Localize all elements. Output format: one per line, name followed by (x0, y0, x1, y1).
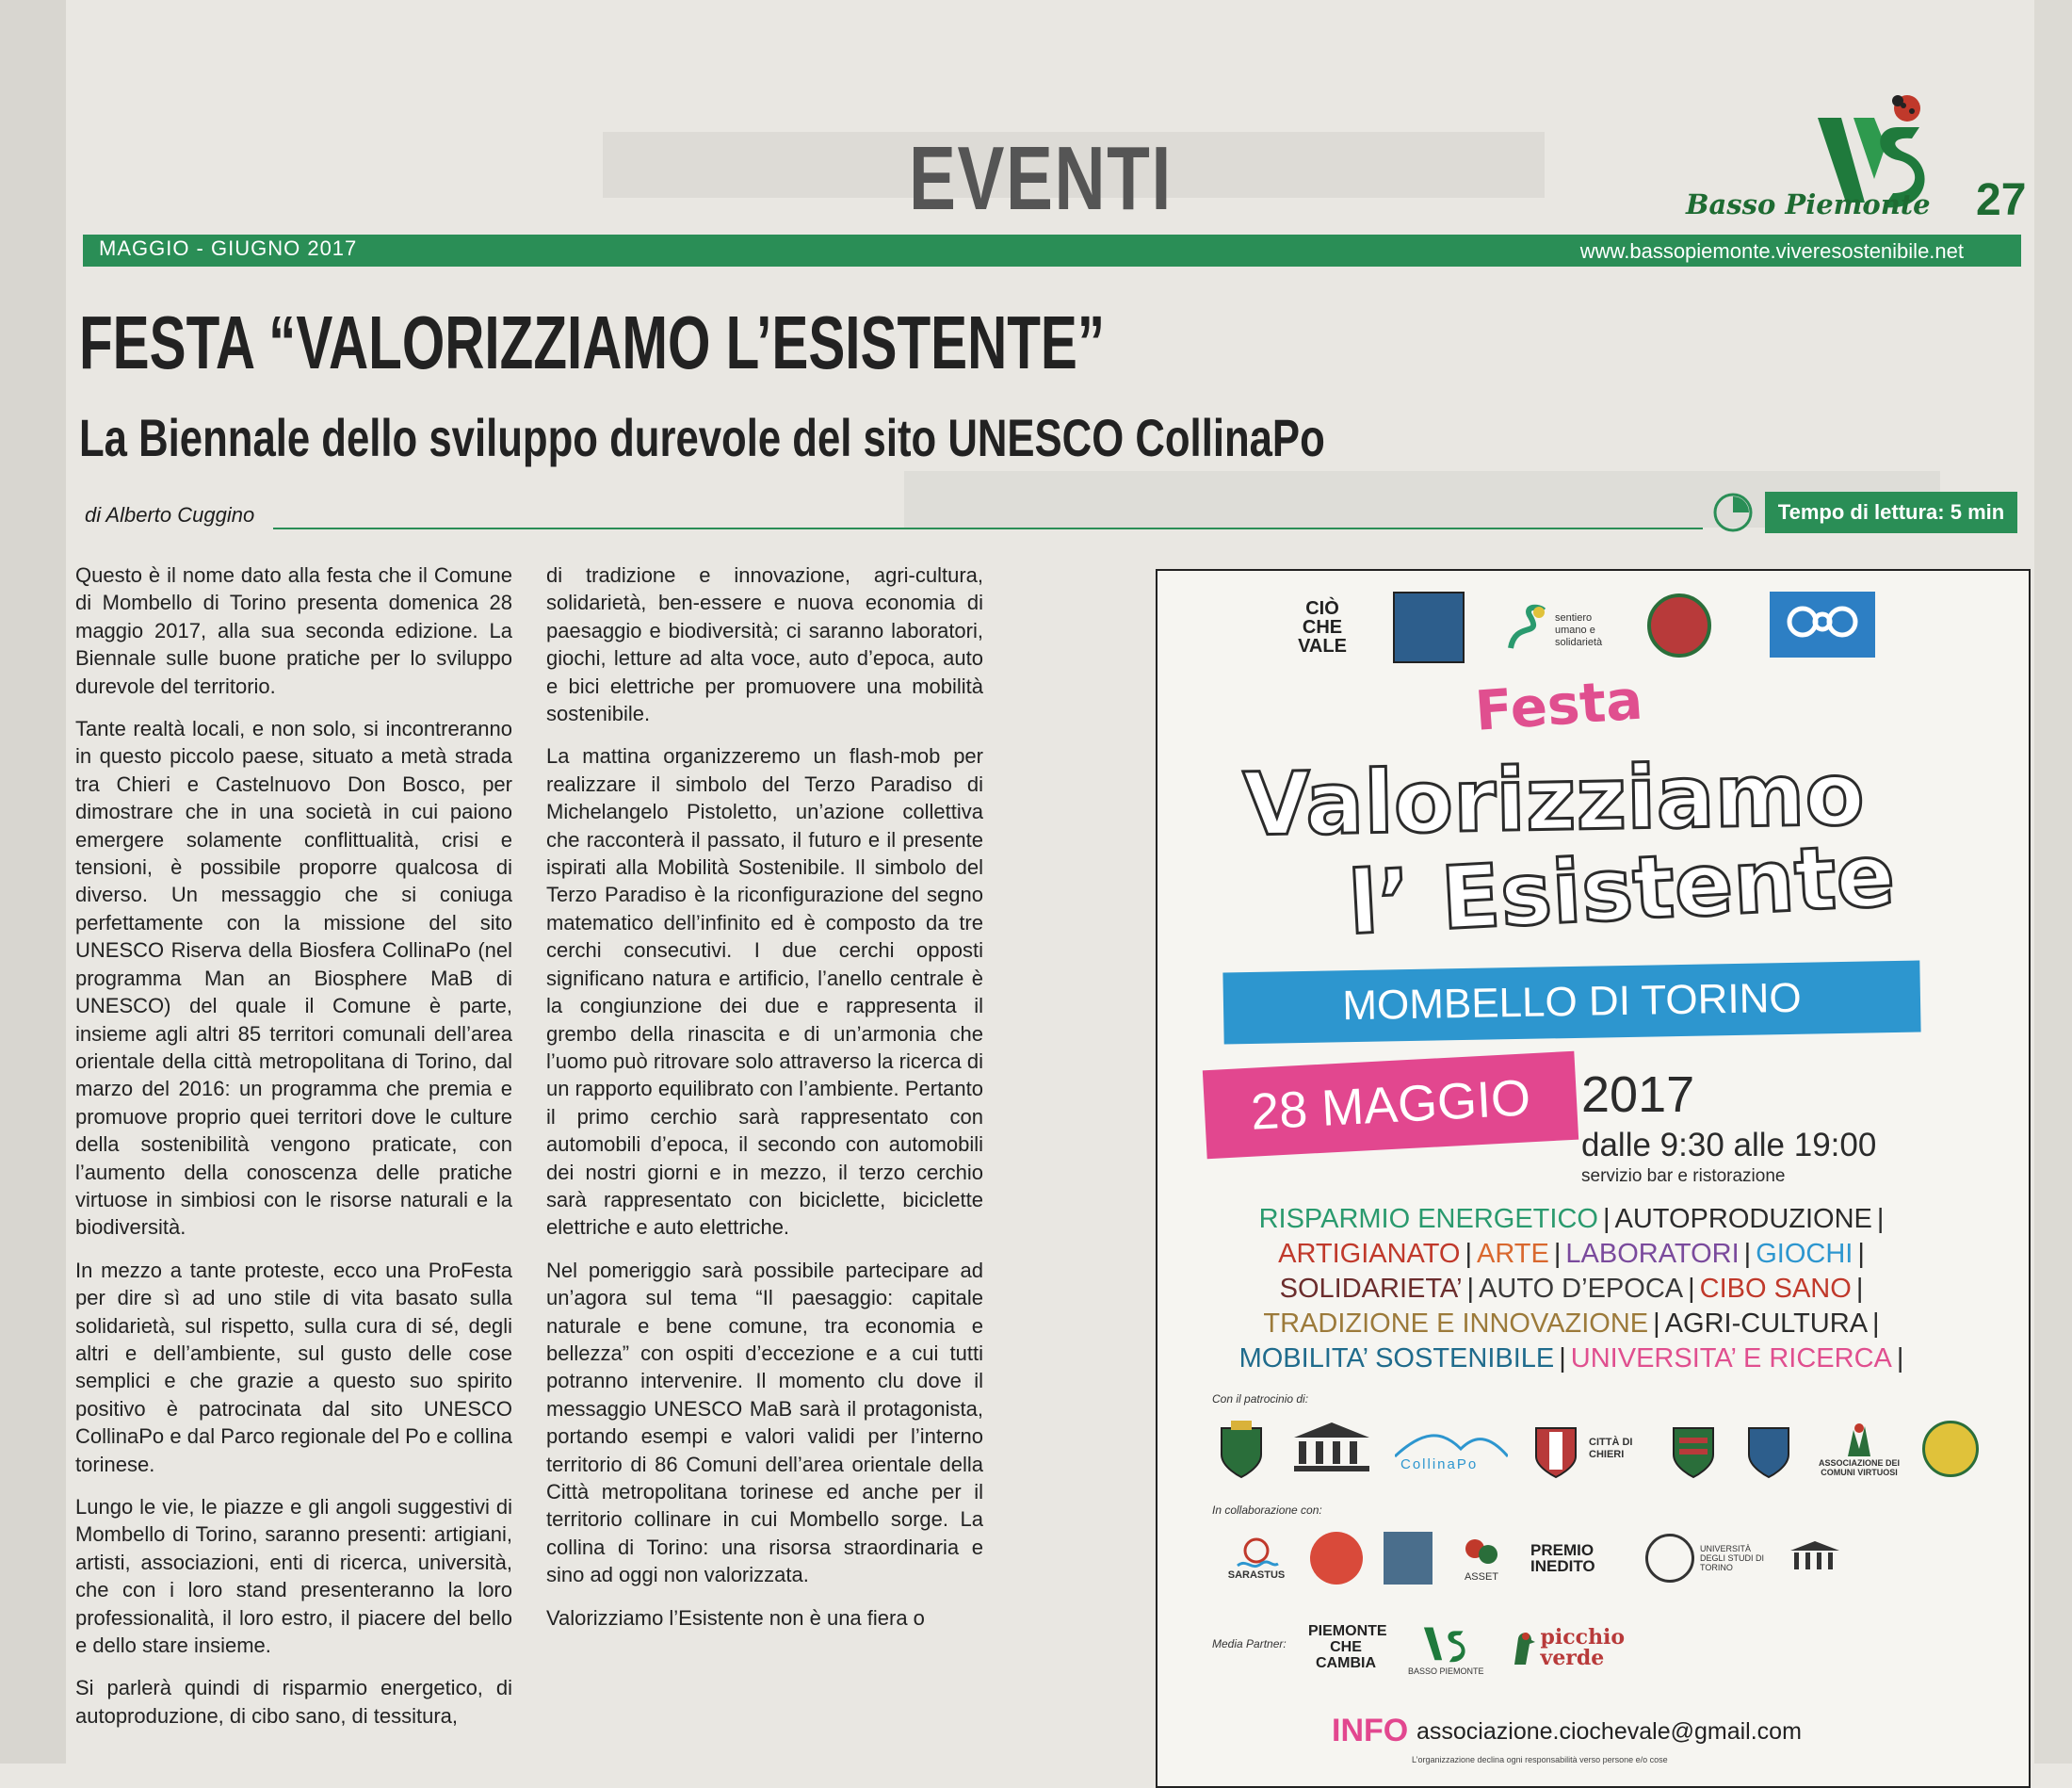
page-number: 27 (1976, 175, 2027, 225)
emblem-logo-icon (1393, 592, 1465, 663)
clock-icon (1712, 492, 1754, 533)
unesco-icon (1787, 1539, 1843, 1577)
article-byline: di Alberto Cuggino (85, 503, 255, 527)
media-label: Media Partner: (1212, 1637, 1287, 1650)
reading-time-badge: Tempo di lettura: 5 min (1765, 492, 2017, 533)
topic-item: ARTIGIANATO (1278, 1239, 1461, 1269)
topic-separator: | (1872, 1308, 1880, 1339)
crest-icon (1666, 1419, 1721, 1479)
chieri-crest-icon (1529, 1419, 1583, 1479)
hand-icon (1840, 1421, 1878, 1458)
article-headline: FESTA “VALORIZZIAMO L’ESISTENTE” (79, 301, 1106, 384)
poster-service: servizio bar e ristorazione (1581, 1166, 1786, 1186)
poster-title-line1: Valorizziamo (1242, 743, 1866, 855)
topic-separator: | (1602, 1204, 1611, 1234)
basso-piemonte-logo (1408, 1617, 1484, 1678)
topic-separator: | (1688, 1274, 1695, 1304)
topic-separator: | (1896, 1343, 1904, 1374)
article-column-2 (546, 561, 983, 1647)
paragraph: La mattina organizzeremo un flash-mob per realizzare il simbolo del Terzo Paradiso di Michelangelo Pistoletto, un’azione collettiva che racconterà il passato, il futuro e il presente ispirati alla Mobilità Sostenibile. Il simbolo del Terzo Paradiso è la riconfigurazione del segno matematico dell’infinito ed è composto da tre cerchi consecutivi. I due cerchi opposti significano natura e artificio, l’anello centrale è la congiunzione dei due e rappresenta il grembo della rinascita e di un’armonia che l’uomo può ritrovare solo attraverso la ricerca di un rapporto equilibrato con l’ambiente. Pertanto il primo cerchio sarà rappresentato con automobili d’epoca, il secondo con automobili dei nostri giorni e in mezzo, il terzo cerchio sarà rappresentato con biciclette, biciclette elettriche e auto elettriche. (546, 744, 983, 1240)
poster-time: dalle 9:30 alle 19:00 (1581, 1127, 1877, 1163)
topic-item: LABORATORI (1565, 1239, 1740, 1269)
bird-logo-icon (1384, 1532, 1433, 1585)
unito-logo (1645, 1534, 1766, 1583)
topic-line (1195, 1202, 1949, 1237)
picchio-verde-logo (1509, 1624, 1626, 1670)
topic-line (1195, 1237, 1949, 1272)
section-title: EVENTI (909, 128, 1173, 229)
unito-seal-icon (1645, 1534, 1694, 1583)
brand-name: Basso Piemonte (1686, 188, 1931, 220)
sarastus-label: SARASTUS (1227, 1569, 1286, 1581)
site-url[interactable]: www.bassopiemonte.viveresostenibile.net (1579, 239, 1964, 263)
paragraph: di tradizione e innovazione, agri-cultura, solidarietà, ben-essere e nuova economia di paesaggio e biodiversità; ci saranno laboratori, giochi, letture ad alta voce, auto d’epoca, auto e bici elettriche per promuovere una mobilità sostenibile. (546, 563, 983, 726)
topic-item: SOLIDARIETA’ (1279, 1274, 1463, 1304)
red-circle-logo-icon (1310, 1532, 1363, 1585)
asset-logo (1453, 1534, 1510, 1584)
collab-label: In collaborazione con: (1212, 1504, 1322, 1517)
infinity-logo-icon (1770, 592, 1875, 658)
sun-waves-icon (1233, 1536, 1280, 1569)
unesco-icon (1289, 1419, 1374, 1479)
topic-item: MOBILITA’ SOSTENIBILE (1238, 1343, 1555, 1374)
collinapo-logo (1395, 1421, 1508, 1477)
paragraph: Nel pomeriggio sarà possibile partecipare ad un’agora sul tema “Il paesaggio: capitale naturale e bene comune, tra economia e bellezza” con ospiti d’eccezione e a cui tutti potranno intervenire. Il momento clu dove il messaggio UNESCO MaB sarà il protagonista, portando esempi e valori validi per l’interno territorio di 86 Comuni dell’area orientale della Città metropolitana torinese ed anche per il territorio collinare in cui Mombello sorge. La collina di Torino: una risorsa straordinaria e sino ad oggi non valorizzata. (546, 1258, 983, 1587)
basso-piemonte-label: BASSO PIEMONTE (1408, 1666, 1484, 1676)
poster-disclaimer: L’organizzazione declina ogni responsabilità verso persone e/o cose (1412, 1755, 1668, 1764)
article-column-1 (75, 561, 512, 1745)
paragraph: Lungo le vie, le piazze e gli angoli suggestivi di Mombello di Torino, saranno presenti: artigiani, artisti, associazioni, enti di ricerca, università, che con i loro stand presenteranno la loro professionalità, il loro estro, il piacere del bello e dello stare insieme. (75, 1495, 512, 1658)
topic-item: AUTO D’EPOCA (1479, 1274, 1684, 1304)
page-edge-right (2034, 0, 2072, 1764)
topic-item: UNIVERSITA’ E RICERCA (1570, 1343, 1892, 1374)
comuni-virtuosi-label: ASSOCIAZIONE DEI COMUNI VIRTUOSI (1818, 1458, 1900, 1477)
media-logos (1308, 1617, 1626, 1678)
topic-separator: | (1876, 1204, 1885, 1234)
comuni-virtuosi-logo (1817, 1421, 1902, 1477)
page-edge-left (0, 0, 66, 1764)
vs-logo-icon (1419, 1617, 1472, 1666)
cio-che-vale-logo: CIÒ CHE VALE (1298, 598, 1347, 657)
contact-email[interactable]: associazione.ciochevale@gmail.com (1416, 1718, 1802, 1745)
article-subheadline: La Biennale dello sviluppo durevole del sito UNESCO CollinaPo (79, 408, 1325, 467)
topic-separator: | (1559, 1343, 1566, 1374)
crest-icon (1741, 1419, 1796, 1479)
piemonte-che-cambia-logo: PIEMONTE CHE CAMBIA (1308, 1623, 1387, 1671)
unito-label: UNIVERSITÀ DEGLI STUDI DI TORINO (1700, 1544, 1765, 1572)
info-label: INFO (1332, 1713, 1409, 1748)
patronage-label: Con il patrocinio di: (1212, 1392, 1309, 1406)
sarastus-logo (1223, 1536, 1289, 1582)
paragraph: Questo è il nome dato alla festa che il Comune di Mombello di Torino presenta domenica 28 maggio 2017, alla sua seconda edizione. La Biennale sulle buone pratiche per lo sviluppo durevole del territorio. (75, 563, 512, 698)
poster-topics (1195, 1202, 1949, 1376)
topic-item: ARTE (1477, 1239, 1549, 1269)
issue-date: MAGGIO - GIUGNO 2017 (99, 236, 358, 260)
chieri-label: CITTÀ DI CHIERI (1589, 1437, 1633, 1460)
topic-separator: | (1857, 1239, 1865, 1269)
byline-divider (273, 528, 1703, 529)
topic-separator: | (1653, 1308, 1660, 1339)
topic-line (1195, 1307, 1949, 1341)
woodpecker-icon (1509, 1629, 1537, 1666)
picchio-verde-label: picchio verde (1540, 1624, 1626, 1670)
swirl-icon (1506, 601, 1553, 658)
poster-place: MOMBELLO DI TORINO (1222, 961, 1920, 1045)
topic-separator: | (1855, 1274, 1864, 1304)
topic-separator: | (1743, 1239, 1752, 1269)
poster-top-logos (1289, 592, 1902, 667)
crest-icon (1214, 1419, 1269, 1479)
paragraph: Valorizziamo l’Esistente non è una fiera o (546, 1605, 925, 1630)
hills-icon (1395, 1421, 1508, 1458)
collab-logos (1223, 1532, 1843, 1585)
topic-separator: | (1553, 1239, 1562, 1269)
poster-festa: Festa (1473, 667, 1645, 743)
poster-year: 2017 (1581, 1066, 1695, 1123)
asset-label: ASSET (1464, 1570, 1499, 1583)
poster-title-line2: l’ Esistente (1346, 824, 1898, 954)
patronage-logos (1214, 1419, 1979, 1479)
event-poster (1156, 569, 2031, 1788)
topic-separator: | (1466, 1274, 1475, 1304)
round-seal-icon (1647, 593, 1711, 658)
poster-date: 28 MAGGIO (1203, 1051, 1578, 1160)
premio-inedito-logo (1530, 1542, 1625, 1574)
paragraph: Si parlerà quindi di risparmio energetico, di autoproduzione, di cibo sano, di tessitura, (75, 1676, 512, 1728)
topic-item: RISPARMIO ENERGETICO (1258, 1204, 1598, 1234)
flower-icon (1458, 1534, 1505, 1571)
topic-item: GIOCHI (1756, 1239, 1853, 1269)
topic-item: AGRI-CULTURA (1664, 1308, 1869, 1339)
sentiero-label: sentiero umano e solidarietà (1555, 612, 1603, 648)
topic-item: TRADIZIONE E INNOVAZIONE (1263, 1308, 1649, 1339)
paragraph: In mezzo a tante proteste, ecco una ProFesta per dire sì ad uno stile di vita basato sulla solidarietà, sul rispetto, sulla cura di sé, degli altri e dell’ambiente, sul gusto delle cose semplici e che grazie a questo suo spirito positivo è patrocinata dal sito UNESCO CollinaPo e dal Parco regionale del Po e collina torinese. (75, 1258, 512, 1476)
premio-inedito-label: PREMIO INEDITO (1530, 1541, 1595, 1575)
topic-line (1195, 1272, 1949, 1307)
topic-separator: | (1465, 1239, 1473, 1269)
sentiero-logo (1506, 601, 1610, 658)
topic-item: CIBO SANO (1699, 1274, 1852, 1304)
paragraph: Tante realtà locali, e non solo, si incontreranno in questo piccolo paese, situato a metà strada tra Chieri e Castelnuovo Don Bosco, per dimostrare che in una società in cui paiono emergere solamente conflittualità, crisi e tensioni, è possibile proporre qualcosa di diverso. Un messaggio che si coniuga perfettamente con la missione del sito UNESCO Riserva della Biosfera CollinaPo (nel programma Man an Biosphere MaB di UNESCO) del quale il Comune è parte, insieme agli altri 85 territori comunali dell’area orientale della città metropolitana di Torino, dal marzo del 2016: un programma che premia e promuove proprio quei territori dove le culture della sostenibilità vengono praticate, con l’aumento della conoscenza delle pratiche virtuose in simbiosi con le risorse naturali e la biodiversità. (75, 717, 512, 1240)
topic-line (1195, 1341, 1949, 1376)
round-emblem-icon (1922, 1421, 1979, 1477)
topic-item: AUTOPRODUZIONE (1614, 1204, 1872, 1234)
collinapo-label: CollinaPo (1400, 1456, 1479, 1472)
chieri-logo (1529, 1419, 1645, 1479)
